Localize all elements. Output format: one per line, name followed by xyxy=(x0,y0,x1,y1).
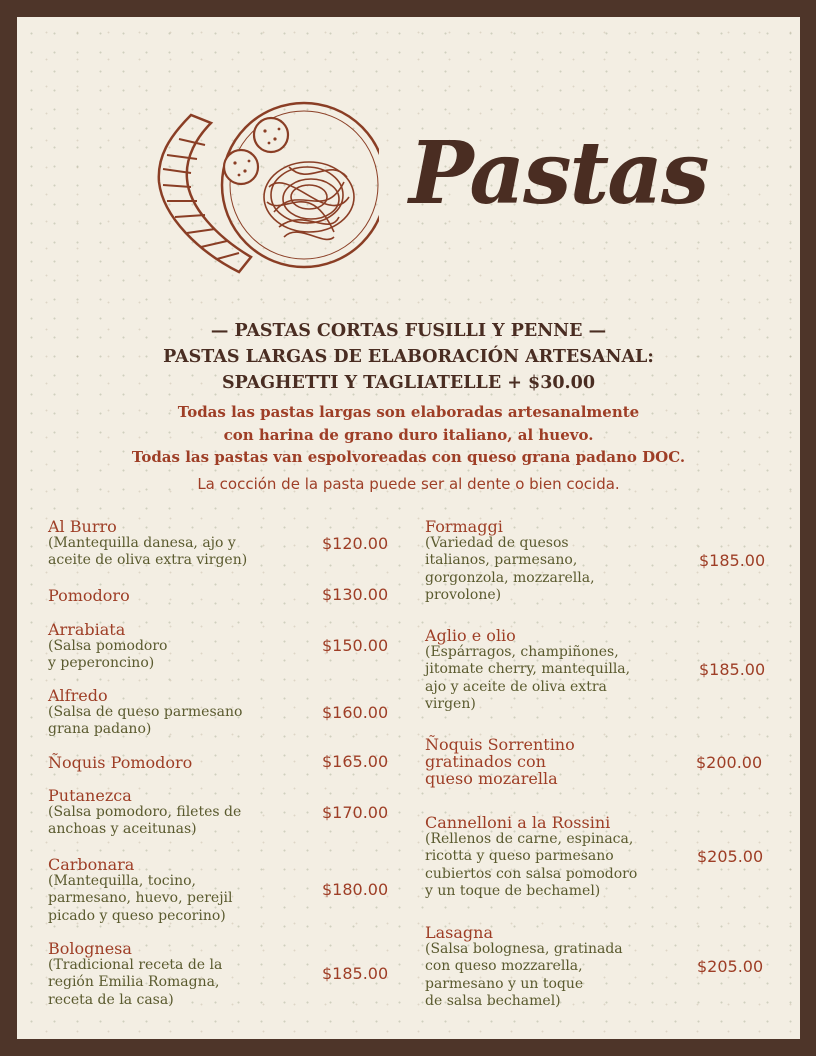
item-price: $170.00 xyxy=(322,803,389,822)
menu-item-noquis-sorrentino xyxy=(425,736,695,787)
item-description: (Salsa pomodoro, filetes de anchoas y aceitunas) xyxy=(48,804,242,838)
item-name: Bolognesa xyxy=(48,939,132,958)
item-name: Arrabiata xyxy=(48,620,126,639)
item-description: (Mantequilla, tocino, parmesano, huevo, perejil picado y queso pecorino) xyxy=(48,873,233,924)
menu-item-lasagna xyxy=(425,924,695,1010)
item-price: $165.00 xyxy=(322,752,389,771)
pasta-plate-illustration xyxy=(139,87,379,277)
page-title: Pastas xyxy=(409,123,708,224)
item-price: $185.00 xyxy=(699,551,766,570)
item-description: (Salsa pomodoro y peperoncino) xyxy=(48,638,168,672)
menu-item-aglio-e-olio xyxy=(425,627,695,713)
note-line: Todas las pastas van espolvoreadas con queso grana padano DOC. xyxy=(131,448,686,466)
menu-item-noquis-pomodoro xyxy=(48,754,308,771)
menu-page xyxy=(17,17,800,1039)
heading-line: — PASTAS CORTAS FUSILLI Y PENNE — xyxy=(210,321,607,341)
item-price: $180.00 xyxy=(322,880,389,899)
menu-item-formaggi xyxy=(425,518,695,604)
item-name: Carbonara xyxy=(48,855,135,874)
item-name: Putanezca xyxy=(48,786,132,805)
item-name: Pomodoro xyxy=(48,586,130,605)
note-line: con harina de grano duro italiano, al huevo. xyxy=(223,425,594,444)
item-price: $185.00 xyxy=(699,660,766,679)
item-description: (Variedad de quesos italianos, parmesano, gorgonzola, mozzarella, provolone) xyxy=(425,535,595,603)
heading-line: SPAGHETTI Y TAGLIATELLE + $30.00 xyxy=(221,373,596,393)
item-name: Aglio e olio xyxy=(425,626,516,645)
menu-item-cannelloni xyxy=(425,814,695,900)
heading-line: PASTAS LARGAS DE ELABORACIÓN ARTESANAL: xyxy=(163,347,654,367)
item-name: Al Burro xyxy=(48,517,117,536)
item-description: (Rellenos de carne, espinaca, ricotta y queso parmesano cubiertos con salsa pomodoro y un toque de bechamel) xyxy=(425,831,638,899)
item-name: Alfredo xyxy=(48,686,108,705)
item-price: $160.00 xyxy=(322,703,389,722)
item-description: (Tradicional receta de la región Emilia Romagna, receta de la casa) xyxy=(48,957,223,1008)
item-name: Cannelloni a la Rossini xyxy=(425,813,611,832)
item-description: (Salsa bolognesa, gratinada con queso mozzarella, parmesano y un toque de salsa bechamel) xyxy=(425,941,623,1009)
item-description: gratinados con queso mozarella xyxy=(425,752,558,788)
pasta-notes xyxy=(17,401,800,469)
item-price: $150.00 xyxy=(322,636,389,655)
menu-item-alfredo xyxy=(48,687,308,739)
item-price: $205.00 xyxy=(697,957,764,976)
item-name: Ñoquis Sorrentino xyxy=(425,735,575,754)
item-price: $130.00 xyxy=(322,585,389,604)
menu-item-putanezca xyxy=(48,787,308,839)
note-line: Todas las pastas largas son elaboradas artesanalmente xyxy=(177,403,640,421)
menu-item-pomodoro xyxy=(48,587,308,604)
item-price: $205.00 xyxy=(697,847,764,866)
item-name: Formaggi xyxy=(425,517,503,536)
item-name: Ñoquis Pomodoro xyxy=(48,753,193,772)
item-price: $185.00 xyxy=(322,964,389,983)
item-price: $200.00 xyxy=(696,753,763,772)
item-description: (Mantequilla danesa, ajo y aceite de oliva extra virgen) xyxy=(48,535,248,569)
menu-item-arrabiata xyxy=(48,621,308,673)
menu-item-carbonara xyxy=(48,856,308,925)
pasta-types-heading xyxy=(17,318,800,396)
menu-item-al-burro xyxy=(48,518,308,570)
item-description: (Salsa de queso parmesano grana padano) xyxy=(48,704,243,738)
menu-item-bolognesa xyxy=(48,940,308,1009)
item-description: (Espárragos, champiñones, jitomate cherry, mantequilla, ajo y aceite de oliva extra virgen) xyxy=(425,644,631,712)
item-name: Lasagna xyxy=(425,923,493,942)
cooking-note: La cocción de la pasta puede ser al dente o bien cocida. xyxy=(197,475,620,493)
item-price: $120.00 xyxy=(322,534,389,553)
